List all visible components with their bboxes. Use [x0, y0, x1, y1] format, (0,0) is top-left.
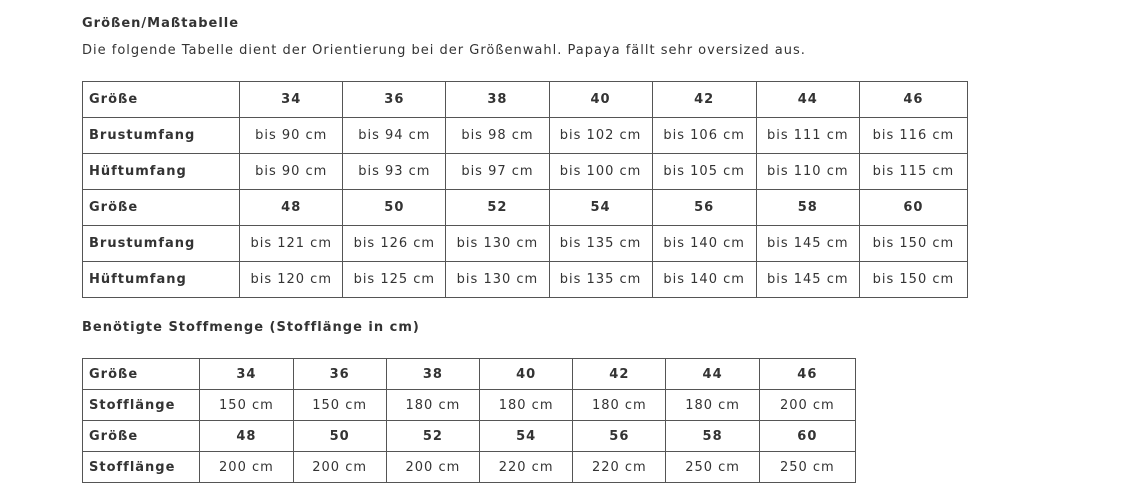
- size-table-intro: Die folgende Tabelle dient der Orientierung bei der Größenwahl. Papaya fällt sehr oversized aus.: [82, 43, 806, 58]
- fabric-size-row-label: Größe: [83, 359, 200, 390]
- fabric-size-header-cell: 54: [480, 421, 573, 452]
- fabric-size-header-cell: 52: [386, 421, 479, 452]
- fabric-length-cell: 180 cm: [573, 390, 666, 421]
- hip-value-cell: bis 97 cm: [446, 154, 549, 190]
- fabric-size-header-cell: 56: [573, 421, 666, 452]
- fabric-length-cell: 220 cm: [480, 452, 573, 483]
- size-header-cell: 34: [240, 82, 343, 118]
- fabric-size-header-cell: 42: [573, 359, 666, 390]
- bust-value-cell: bis 90 cm: [240, 118, 343, 154]
- fabric-length-cell: 200 cm: [386, 452, 479, 483]
- size-header-cell: 60: [859, 190, 967, 226]
- bust-value-cell: bis 130 cm: [446, 226, 549, 262]
- bust-value-cell: bis 94 cm: [343, 118, 446, 154]
- bust-value-cell: bis 126 cm: [343, 226, 446, 262]
- bust-value-cell: bis 106 cm: [652, 118, 756, 154]
- fabric-size-header-cell: 50: [293, 421, 386, 452]
- hip-row-label: Hüftumfang: [83, 154, 240, 190]
- hip-row-label: Hüftumfang: [83, 262, 240, 298]
- size-header-cell: 54: [549, 190, 652, 226]
- size-table-body: [83, 82, 968, 298]
- size-row-label: Größe: [83, 82, 240, 118]
- bust-value-cell: bis 135 cm: [549, 226, 652, 262]
- bust-row: [83, 118, 968, 154]
- fabric-length-row-label: Stofflänge: [83, 452, 200, 483]
- fabric-size-header-cell: 58: [666, 421, 759, 452]
- hip-value-cell: bis 150 cm: [859, 262, 967, 298]
- fabric-amount-table: [82, 358, 856, 483]
- hip-value-cell: bis 110 cm: [756, 154, 859, 190]
- hip-value-cell: bis 125 cm: [343, 262, 446, 298]
- bust-value-cell: bis 102 cm: [549, 118, 652, 154]
- size-header-cell: 46: [859, 82, 967, 118]
- size-header-cell: 56: [652, 190, 756, 226]
- size-header-cell: 48: [240, 190, 343, 226]
- bust-row: [83, 226, 968, 262]
- bust-value-cell: bis 140 cm: [652, 226, 756, 262]
- fabric-length-cell: 220 cm: [573, 452, 666, 483]
- size-row: [83, 82, 968, 118]
- hip-value-cell: bis 93 cm: [343, 154, 446, 190]
- bust-value-cell: bis 121 cm: [240, 226, 343, 262]
- fabric-length-cell: 250 cm: [759, 452, 855, 483]
- hip-value-cell: bis 145 cm: [756, 262, 859, 298]
- fabric-length-cell: 180 cm: [666, 390, 759, 421]
- bust-value-cell: bis 98 cm: [446, 118, 549, 154]
- bust-value-cell: bis 150 cm: [859, 226, 967, 262]
- hip-value-cell: bis 105 cm: [652, 154, 756, 190]
- fabric-length-cell: 150 cm: [293, 390, 386, 421]
- fabric-length-cell: 180 cm: [386, 390, 479, 421]
- fabric-size-row: [83, 359, 856, 390]
- fabric-length-row: [83, 390, 856, 421]
- size-header-cell: 44: [756, 82, 859, 118]
- hip-value-cell: bis 115 cm: [859, 154, 967, 190]
- hip-row: [83, 154, 968, 190]
- fabric-table-body: [83, 359, 856, 483]
- fabric-size-header-cell: 34: [200, 359, 293, 390]
- size-header-cell: 52: [446, 190, 549, 226]
- size-measurement-table: [82, 81, 968, 298]
- bust-value-cell: bis 145 cm: [756, 226, 859, 262]
- hip-value-cell: bis 90 cm: [240, 154, 343, 190]
- fabric-length-cell: 180 cm: [480, 390, 573, 421]
- size-header-cell: 58: [756, 190, 859, 226]
- hip-value-cell: bis 120 cm: [240, 262, 343, 298]
- size-header-cell: 42: [652, 82, 756, 118]
- fabric-size-header-cell: 44: [666, 359, 759, 390]
- bust-row-label: Brustumfang: [83, 118, 240, 154]
- bust-row-label: Brustumfang: [83, 226, 240, 262]
- fabric-size-header-cell: 38: [386, 359, 479, 390]
- hip-row: [83, 262, 968, 298]
- size-header-cell: 38: [446, 82, 549, 118]
- fabric-length-cell: 200 cm: [293, 452, 386, 483]
- fabric-length-row: [83, 452, 856, 483]
- hip-value-cell: bis 140 cm: [652, 262, 756, 298]
- fabric-length-row-label: Stofflänge: [83, 390, 200, 421]
- bust-value-cell: bis 111 cm: [756, 118, 859, 154]
- fabric-size-row: [83, 421, 856, 452]
- fabric-table-title: Benötigte Stoffmenge (Stofflänge in cm): [82, 320, 420, 335]
- bust-value-cell: bis 116 cm: [859, 118, 967, 154]
- size-row: [83, 190, 968, 226]
- fabric-size-row-label: Größe: [83, 421, 200, 452]
- size-table-title: Größen/Maßtabelle: [82, 16, 240, 31]
- fabric-size-header-cell: 36: [293, 359, 386, 390]
- size-header-cell: 36: [343, 82, 446, 118]
- hip-value-cell: bis 130 cm: [446, 262, 549, 298]
- hip-value-cell: bis 100 cm: [549, 154, 652, 190]
- fabric-size-header-cell: 60: [759, 421, 855, 452]
- fabric-length-cell: 200 cm: [759, 390, 855, 421]
- fabric-size-header-cell: 48: [200, 421, 293, 452]
- size-header-cell: 50: [343, 190, 446, 226]
- fabric-length-cell: 250 cm: [666, 452, 759, 483]
- fabric-size-header-cell: 46: [759, 359, 855, 390]
- hip-value-cell: bis 135 cm: [549, 262, 652, 298]
- fabric-size-header-cell: 40: [480, 359, 573, 390]
- size-row-label: Größe: [83, 190, 240, 226]
- size-header-cell: 40: [549, 82, 652, 118]
- fabric-length-cell: 150 cm: [200, 390, 293, 421]
- fabric-length-cell: 200 cm: [200, 452, 293, 483]
